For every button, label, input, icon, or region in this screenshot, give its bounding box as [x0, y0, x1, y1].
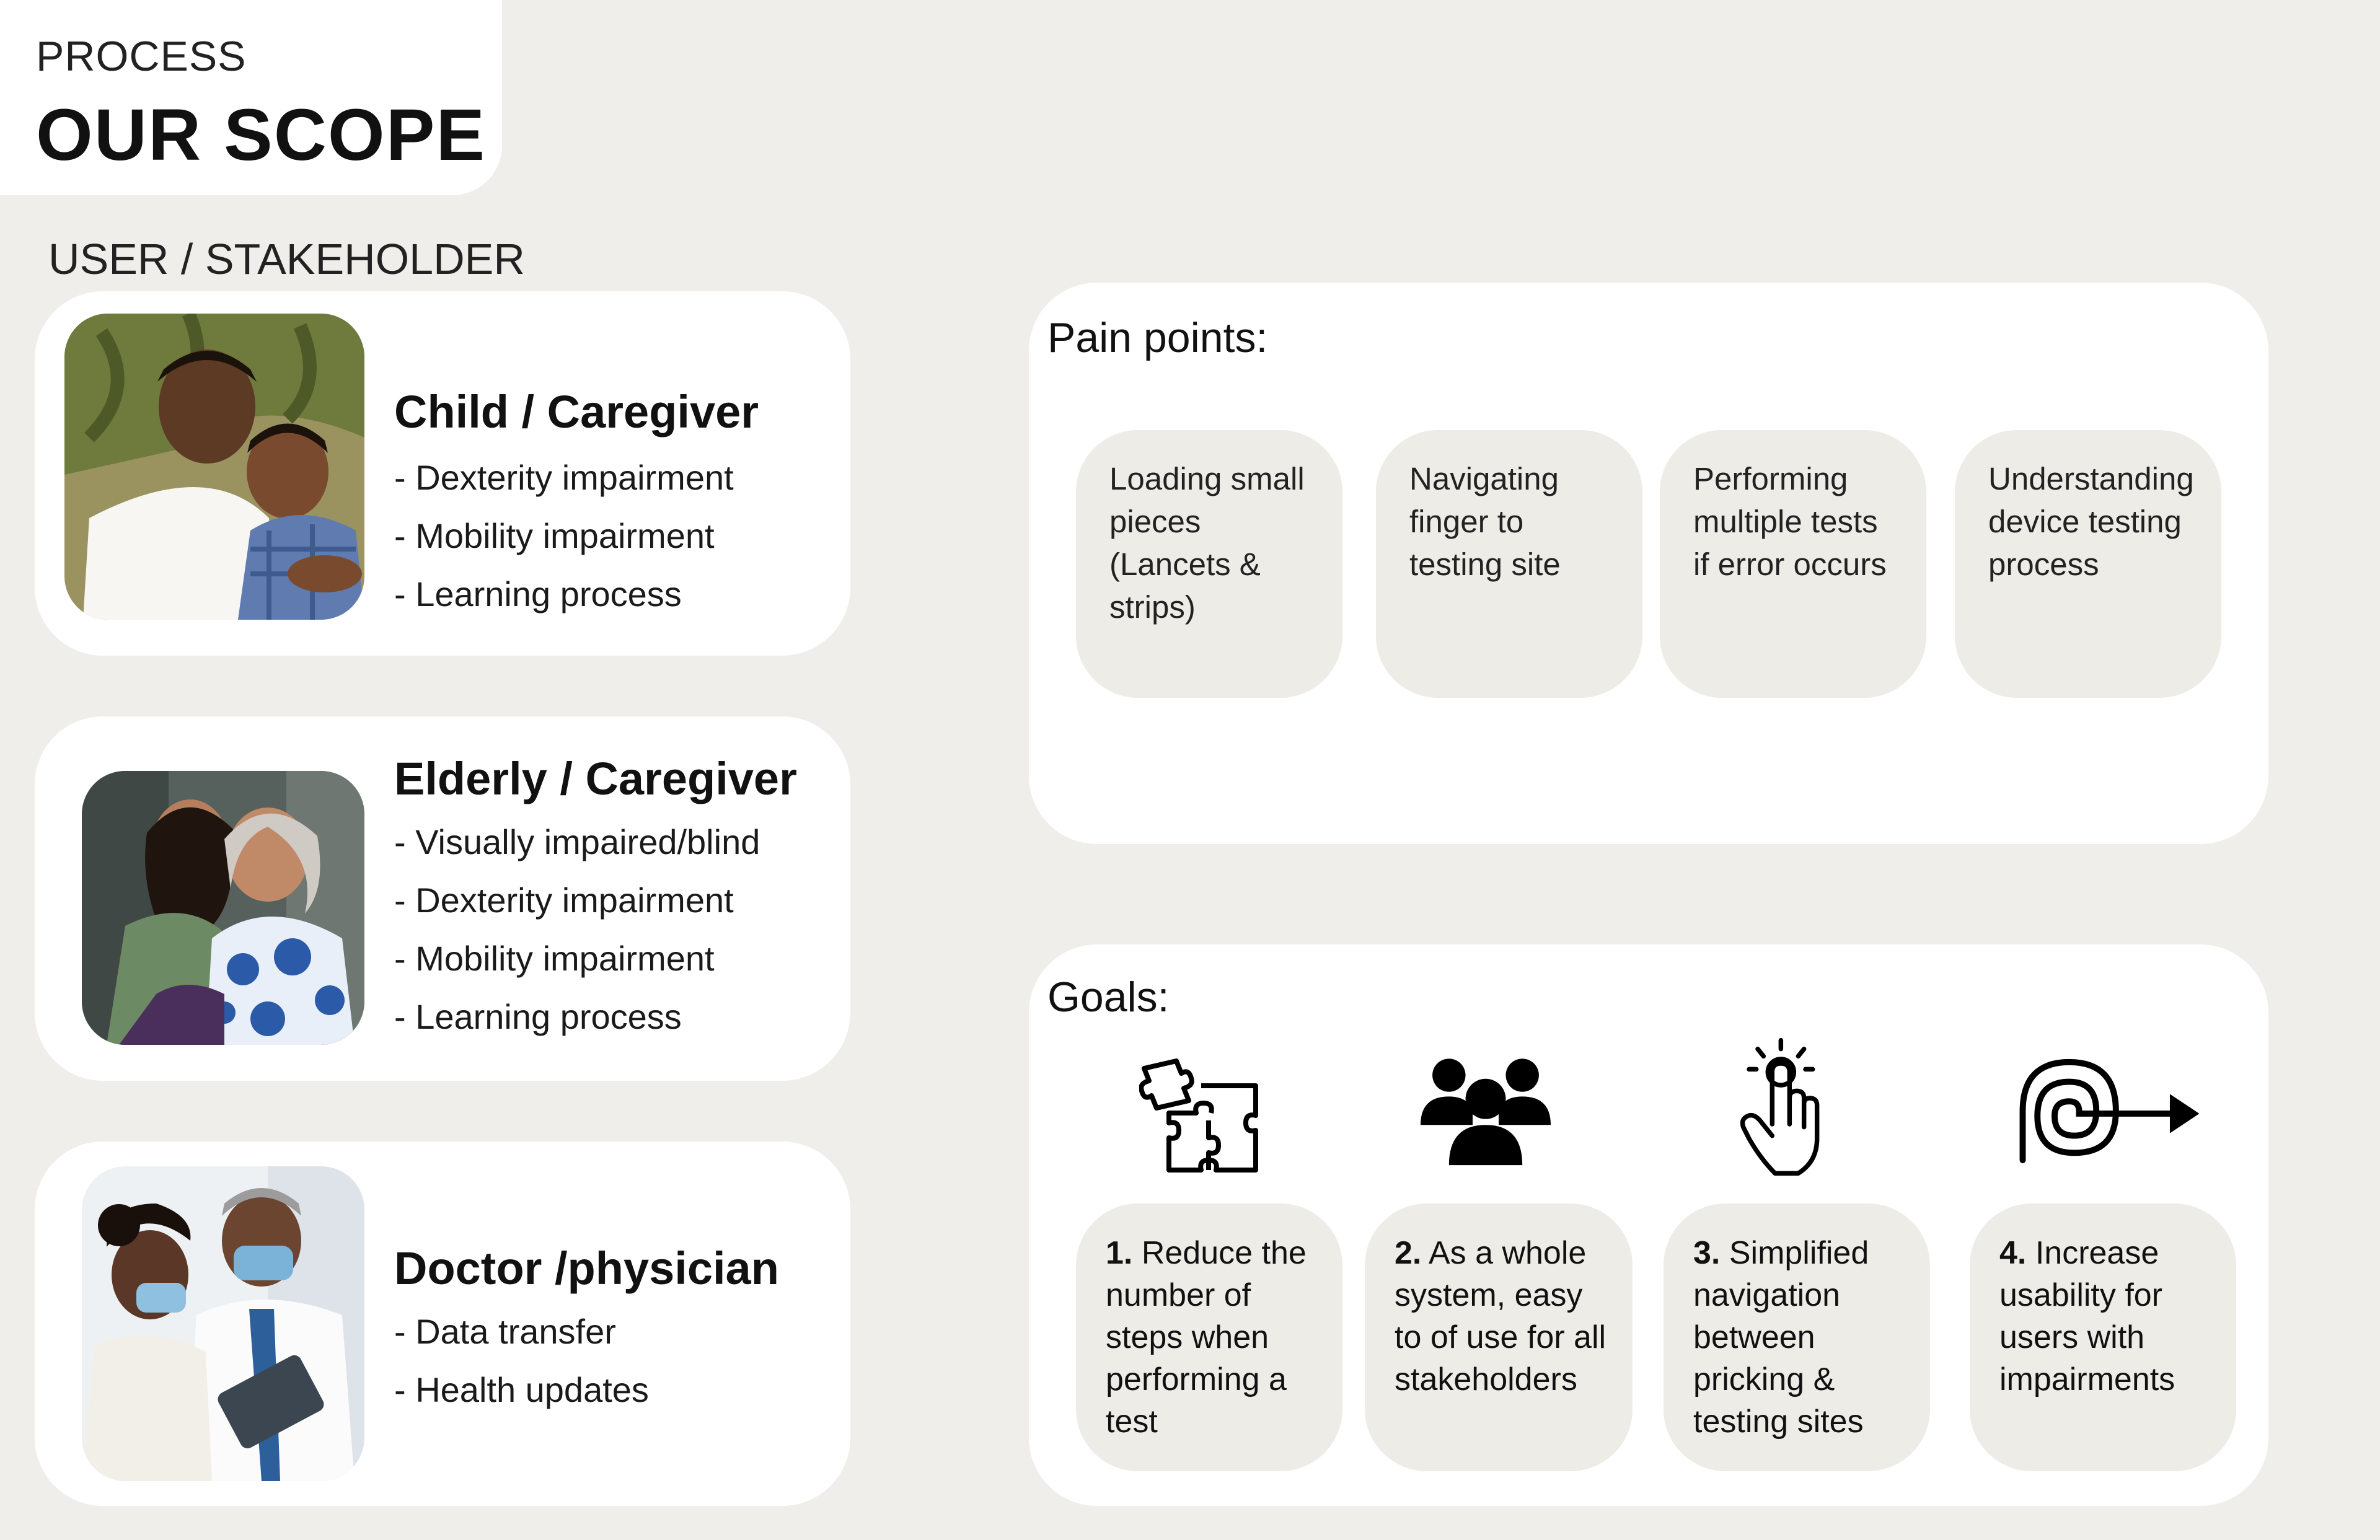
tap-finger-icon	[1740, 1037, 1827, 1176]
pain-point-card: Navigating finger to testing site	[1376, 430, 1642, 698]
user-needs-list	[394, 449, 734, 623]
list-item: - Dexterity impairment	[394, 458, 734, 497]
pain-point-card: Performing multiple tests if error occurs	[1660, 430, 1926, 698]
user-card-child-caregiver	[35, 291, 850, 656]
goal-text: As a whole system, easy to of use for all stakeholders	[1395, 1235, 1606, 1397]
user-title: Elderly / Caregiver	[394, 753, 797, 804]
goals-panel	[1029, 944, 2268, 1506]
user-title: Doctor /physician	[394, 1243, 779, 1294]
user-needs-list	[394, 813, 760, 1046]
goal-card	[1664, 1203, 1930, 1471]
doctor-and-patient-photo	[82, 1166, 364, 1481]
mother-and-daughter-photo	[82, 771, 364, 1045]
goal-text: Simplified navigation between pricking & testing sites	[1693, 1235, 1869, 1440]
list-item: - Learning process	[394, 574, 682, 614]
user-needs-list	[394, 1303, 649, 1419]
section-label: USER / STAKEHOLDER	[48, 235, 525, 283]
people-group-icon	[1421, 1051, 1551, 1166]
list-item: - Health updates	[394, 1370, 649, 1409]
goal-card	[1970, 1203, 2236, 1471]
list-item: - Data transfer	[394, 1312, 616, 1351]
pain-point-card: Loading small pieces (Lancets & strips)	[1076, 430, 1342, 698]
user-title: Child / Caregiver	[394, 386, 759, 438]
user-card-doctor-physician	[35, 1142, 850, 1506]
goal-card	[1365, 1203, 1633, 1471]
goal-text: Reduce the number of steps when performing a test	[1106, 1235, 1307, 1440]
goals-title: Goals:	[1047, 974, 1170, 1021]
puzzle-icon	[1139, 1051, 1263, 1175]
goal-number: 1.	[1106, 1235, 1133, 1271]
pain-point-card: Understanding device testing process	[1955, 430, 2221, 698]
title-tab	[0, 0, 502, 195]
father-and-son-photo	[64, 314, 364, 620]
goal-number: 2.	[1395, 1235, 1422, 1271]
list-item: - Mobility impairment	[394, 939, 715, 978]
pain-points-title: Pain points:	[1047, 314, 1268, 361]
spiral-arrow-icon	[2017, 1055, 2203, 1170]
goal-text: Increase usability for users with impairments	[1999, 1235, 2175, 1397]
list-item: - Learning process	[394, 997, 682, 1036]
list-item: - Mobility impairment	[394, 516, 715, 555]
goal-card	[1076, 1203, 1342, 1471]
goal-number: 4.	[1999, 1235, 2027, 1271]
page-kicker: PROCESS	[36, 33, 247, 80]
list-item: - Visually impaired/blind	[394, 822, 760, 861]
goal-number: 3.	[1693, 1235, 1721, 1271]
list-item: - Dexterity impairment	[394, 881, 734, 920]
pain-points-panel	[1029, 283, 2268, 844]
page-title: OUR SCOPE	[36, 94, 487, 176]
user-card-elderly-caregiver	[35, 716, 850, 1081]
